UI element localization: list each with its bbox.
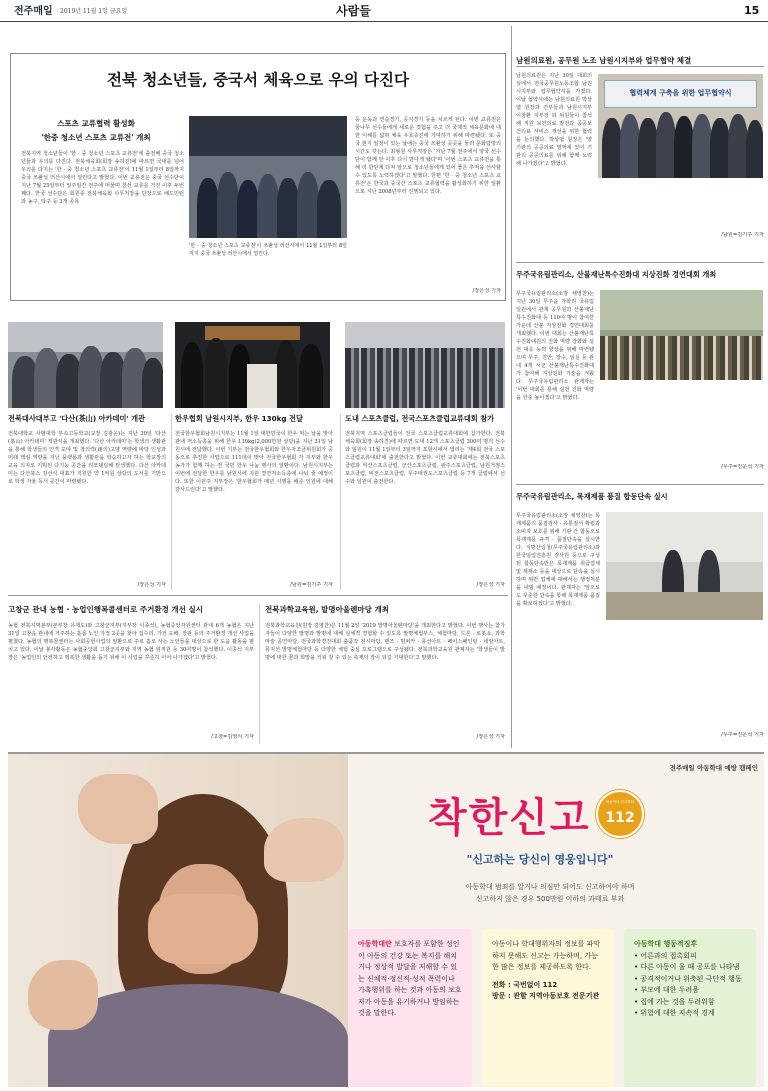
ad-logo: 착한신고	[428, 795, 591, 841]
ad-sponsor: 전주매일 아동학대 예방 캠페인	[669, 764, 758, 772]
main-kicker: 스포츠 교류협력 활성화	[57, 119, 135, 128]
page-header	[0, 0, 768, 22]
story2-text: 전국한우협회남원시지부는 11월 1일 대한민국이 한우 먹는 날을 맞아 관내 저소득층을 위해 한우 130kg(2,000만원 상당)을 지난 31일 남원시에 전달했다. 이번 기부는 전국한우협회와 한우자조금위원회가 공동으로 추진한 사업으로 111데이 맞아 전국한우협회 각 지부와 한우농가가 함께 하는 전 국민 한우 나눔 행사의 일환이다. 남원시지부는 이번에 전달한 한우를 남원시에 지원 결연저소득층에 나눠 줄 예정이다. 또한 이원주 지부장은 '한우협회가 매년 시행을 해준 인원에 대해 감사드린다'고 말했다.	[175, 431, 333, 493]
card1-title: 아동학대란	[358, 940, 392, 948]
main-story-box	[10, 53, 506, 301]
main-photo-caption: '한 · 중 청소년 스포츠 교류전'이 쓰촨성 러산시에서 11월 1일부터 8일까지 중국 쓰촨성 러산시에서 열린다.	[189, 243, 347, 257]
side1-byline: /남원=김기주 기자	[721, 232, 764, 238]
side2-byline: /무주=진운석 기자	[721, 464, 764, 470]
side1-photo-banner: 협력체계 구축을 위한 업무협약식	[629, 89, 732, 97]
pointing-hand-right	[264, 818, 344, 882]
pointing-hand-bottom	[28, 960, 98, 1030]
card3-item-4: • 집에 가는 것을 두려워함	[634, 997, 715, 1006]
story3-byline: /장은성 기자	[476, 582, 505, 588]
card3-item-2: • 공격적이거나 위축된 극단적 행동	[634, 974, 742, 983]
card3-item-0: • 어른과의 접촉회피	[634, 951, 697, 960]
card2-phone: 전화 : 국번없이 112	[492, 980, 558, 989]
story2-byline: /남원=김기주 기자	[290, 582, 333, 588]
card2-text: 아동이나 학대행위자의 정보를 파악하지 못해도 신고는 가능하며, 가능한 많은 정보를 제공하도록 한다.	[492, 940, 601, 971]
story4-headline: 고창군 관내 농협 · 농업인행복콜센터로 주거환경 개선 실시	[8, 605, 204, 614]
side2-headline: 무주국유림관리소, 산불재난특수진화대 지상진화 경연대회 개최	[516, 270, 717, 279]
side1-text: 남원의료원은 지난 30일 대회의실에서 전국공무원노동조합 남원시지부와 업무협약식을 가졌다. 이날 협약식에는 남원의료원 박상엽 원장과 간부들과 남원시지부 이창환 지부장 외 위원들이 참석해 직원 보건의료 발전과 공공보건의료 서비스 개선을 위한 협력을 논의했다. 박상엽 원장은 '양 기관의 공공의료 영역에 있어 기관의 공공의료를 위해 함께 노력해 나가겠다'고 밝혔다.	[516, 73, 592, 167]
ad-slogan: "신고하는 당신이 영웅입니다"	[466, 853, 614, 866]
side3-byline: /무주=진운석 기자	[721, 732, 764, 738]
story2-headline: 한우협회 남원시지부, 한우 130kg 전달	[175, 414, 303, 423]
side2-text-cont	[600, 384, 763, 464]
ad-card-report	[482, 929, 614, 1087]
card3-title: 아동학대 행동적징후	[634, 940, 698, 948]
ad-desc2: 신고하지 않은 경우 500만원 이하의 과태료 부과	[475, 895, 625, 903]
story3-text: 전북지역 스포츠클럽들이 전국 스포츠클럽교류대회에 참가한다. 전북체육회(회장 송하진)에 따르면 도내 12개 스포츠클럽 300여 명의 선수와 임원이 11월 1일부터 3일까지 포항시에서 열리는 '제4회 전국 스포츠클럽교류대회'에 출전한다고 밝혔다. 이번 교류대회에는 전북스포츠클럽과 익산스포츠클럽, 군산스포츠클럽, 완주스포츠클럽, 남원거점스포츠클럽, 비전스포츠클럽, 무주태권도스포츠클럽 등 7개 클럽에서 선수와 임원이 출전한다.	[345, 431, 505, 485]
main-col2: 등 운동과 연습경기, 공식경기 등을 치르게 된다. 이번 교류전은 꿈나무 선수들에게 새로운 경험을 주고 더 국제적 체육문화에 대한 이해를 넓혀 체육 우호증진에 기여하기 위해 마련됐다. 또 중국 현지 일정이 있는 날에는 중국 쓰촨성 곳곳을 둘러 문화탐방의 시간도 갖는다. 최형원 사무처장은 '지난 7월 전주에서 양국 선수단이 함께 한 이후 다시 만나게 됐다'며 '이번 스포츠 교류전을 통해 더 한단계 다져 앞으로 청소년들에게 있어 좋은 추억을 선사할 수 있도록 노력하겠다'고 말했다. 한편 '한 · 중 청소년 스포츠 교류전'은 한국과 중국간 스포츠 교류협력을 활성화하기 위한 일환으로 지난 2008년부터 진행되고 있다.	[355, 117, 501, 195]
ad-card-definition	[348, 929, 472, 1087]
story5-text: 전북과학교육원(원장 김영찬)은 11월 2일 '2019 발명아울렌마당'을 개최한다고 밝혔다. 이번 행사는 참가자들이 다양한 발명과 발명에 대해 실체적 경험할 수 있도록 발명체험부스, 체험마당, 드론 · 로봇쇼, 과학마술 공연마당, 전국과학경진대회 출품작 전시마당, 렌즈 · 범퍼카 · 풍선아트 · 페이스페인팅 · 네일아트, 뮤지션 발명체험마당 등 다양한 체험 중심 프로그램으로 구성됐다. 전북과학교육원 관계자는 '학생들이 발명에 대한 꿈과 희망을 키워 갈 수 있는 축제의 장이 되길 기대한다'고 말했다.	[265, 623, 505, 661]
side3-photo	[606, 512, 763, 620]
paper-name: 전주매일	[14, 6, 53, 17]
ad-badge-text: 아동학대 신고전화	[605, 800, 635, 804]
story1-photo	[8, 322, 163, 408]
story1-text: 전북대학교 사범대학 부속고등학교(교장 김광온)는 지난 30일 '다산(茶山) 아카데미' 개관식을 개최했다. '다산 아카데미'는 학생의 생활관을 통해 학생들의 인격 도야 및 창의력(創의)고양 역량에 바탕 인성과 미래 핵심 역량을 지닌 플랫폼과 생활관을 학습하고자 하는 학교장의 교육 의지로 기획된 다기능 공간을 리모델링해 탄생했다. 다산 아카데미는 다산북스 김선식 대표가 지원한 약 1억원 상당의 도서를 기반으로 학생 자율 독서 공간이 마련됐다.	[8, 431, 166, 485]
story1-headline: 전북대사대부고 '다산(茶山) 아카데미' 개관	[8, 414, 146, 423]
side1-headline: 남원의료원, 공무원 노조 남원시지부와 업무협약 체결	[516, 56, 692, 65]
main-headline: 전북 청소년들, 중국서 체육으로 우의 다진다	[107, 70, 409, 89]
main-subhead: '한중 청소년 스포츠 교류전' 개최	[41, 133, 151, 142]
issue-date: 2019년 11월 1일 금요일	[60, 8, 128, 15]
ad-badge-number: 112	[605, 810, 635, 826]
story5-headline: 전북과학교육원, 발명아울렌마당 개최	[265, 605, 389, 614]
story5-byline: /장은성 기자	[476, 734, 505, 740]
side3-text: 무주국유림관리소(소장 채영찬)는 목재제품의 품질검사 · 유통질서 확립과 소비자 보호를 위해 기관 간 합동으로 목재제품 규격 · 품질단속을 실시한다. 지방산림청(무주국유림관리소)과 한국임업진흥원 검사원 등으로 구성된 합동단속반은 목재제품 취급업체 및 제재소 등을 대상으로 단속을 실시하며 위반 업체에 대해서는 행정처분을 내릴 예정이다. 관계자는 '앞으로도 꾸준한 단속을 통해 목재제품 품질을 확보하겠다'고 밝혔다.	[516, 513, 600, 607]
card3-item-1: • 다른 아동이 울 때 공포를 나타냄	[634, 963, 740, 971]
main-photo	[189, 116, 347, 238]
story2-photo	[175, 322, 330, 408]
side1-photo	[598, 74, 763, 178]
story1-byline: /장은성 기자	[137, 582, 166, 588]
ad-card-signs	[624, 929, 756, 1087]
hands	[148, 894, 258, 964]
card2-visit: 방문 : 관할 지역아동보호 전문기관	[492, 992, 600, 1000]
section-title: 사람들	[336, 4, 371, 18]
card1-text: 보호자를 포함한 성인이 아동의 건강 또는 복지를 해치거나 정상적 발달을 저해할 수 있는 신체적·정신적·성적 폭력이나 가혹행위를 하는 것과 아동의 보호자가 아동을 유기하거나 방임하는 것을 말한다.	[358, 940, 462, 1017]
side3-headline: 무주국유림관리소, 목재제품 품질 합동단속 실시	[516, 492, 668, 501]
side2-text: 무주국유림관리소(소장 채영찬)는 지난 30일 무주읍 가학리 국유림 일원에서 관계 공무원과 산불재난특수진화대 등 110여 명이 참여한 가운데 산불 지상진화 경연대회를 개최했다. 이번 대회는 산불재난특수진화대원의 진화 역량 강화와 실전 대응 능력 향상을 위해 마련됐으며 무주, 진안, 장수, 임실 등 관내 4개 시군 산불재난특수진화대가 참여해 지상진화 기술을 겨뤘다. 무주국유림관리소 관계자는 '이번 대회를 통해 실전 진화 역량을 한층 높이겠다'고 밝혔다.	[516, 291, 594, 401]
ad-desc1: 아동학대 범죄를 알거나 의심만 되어도 신고하여야 하며	[465, 883, 635, 891]
page-number: 15	[744, 4, 760, 17]
main-byline: /장은성 기자	[472, 288, 501, 294]
ad-photo	[8, 754, 348, 1087]
side2-photo	[600, 290, 763, 380]
story3-photo	[345, 322, 505, 408]
card3-item-5: • 위험에 대한 지속적 경계	[634, 1009, 715, 1017]
campaign-ad	[8, 752, 764, 1087]
ad-112-badge	[596, 790, 644, 838]
pointing-hand-left	[78, 774, 158, 844]
story4-text: 농협 전북지역본부(본부장 유재도)와 고창군지부(지부장 이종석), 농협중앙자원센터 관내 6개 농협은 지난 31일 고창읍 관내에 거주하는 홀몸 노인 가정 2곳을 찾아 집수리, 가전 도배, 장판 등의 주거환경 개선 사업을 펼쳤다. 농협의 행복콜센터는 사회공헌사업의 일환으로 주로 홀로 사는 노인들을 대상으로 한 도움 활동을 펼치고 있다. 이날 봉사활동은 농협중앙회 고창군지부와 지역 농협 임직원 등 30여명이 참석했다. 이종석 지부장은 '농업인의 안전하고 행복한 생활을 돕기 위해 이 사업을 꾸준히 이어 나가겠다'고 밝혔다.	[8, 623, 254, 661]
story4-byline: /고창=김영식 기자	[211, 734, 254, 740]
card3-item-3: • 부모에 대한 두려움	[634, 986, 699, 994]
story3-headline: 도내 스포츠클럽, 전국스포츠클럽교류대회 참가	[345, 414, 495, 423]
main-col1: 전북지역 청소년들이 '한 · 중 청소년 스포츠 교류전'에 출전해 중국 청소년들과 우의를 다진다. 전북체육회(회장 송하진)에 따르면 국내를 넘어 우의를 다지는 '한 · 중 청소년 스포츠 교류전'이 11월 1일부터 8일까지 중국 쓰촨성 러산시에서 열린다고 밝혔다. 이번 교류전은 중국 선수단이 지난 7월 25일부터 일주일간 전주에 머물며 친선 교류를 가진 이후 두번째다. 한국 선수단은 회원종 전북체육회 사무처장을 단장으로 배드민턴과 농구, 탁구 등 3개 종목	[21, 151, 184, 205]
